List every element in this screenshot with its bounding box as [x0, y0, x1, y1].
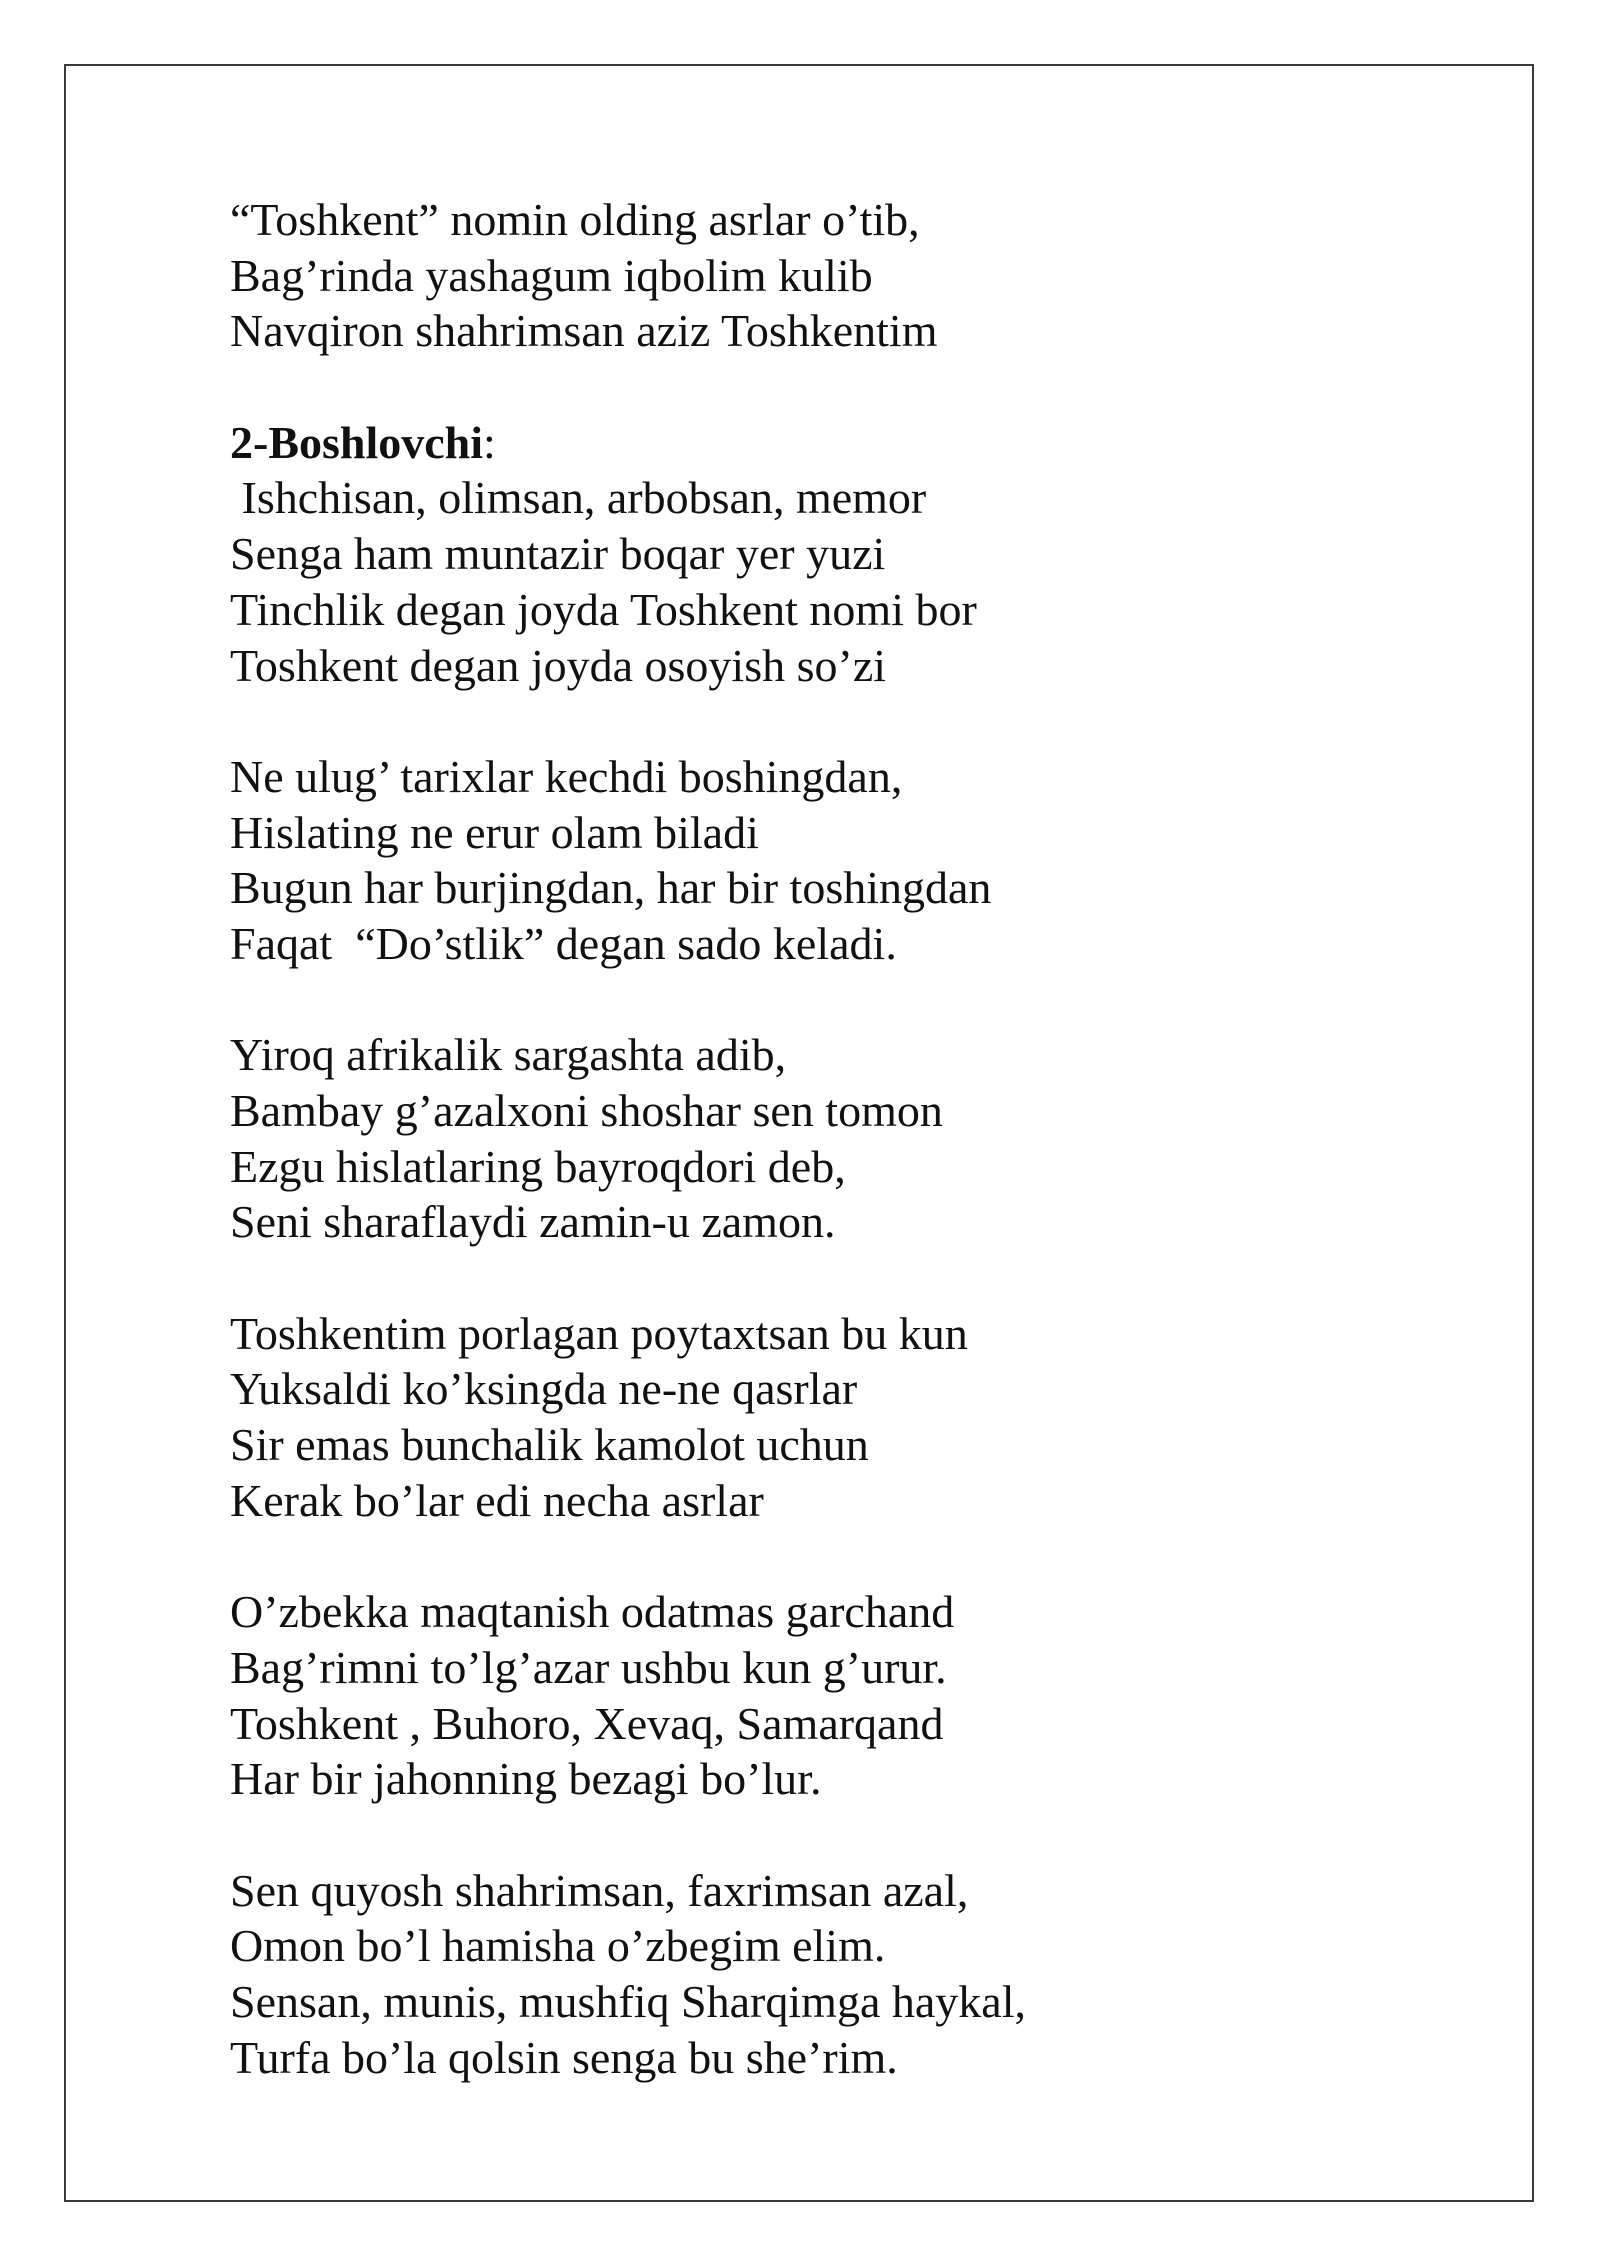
stanza-4 [230, 1027, 1430, 1250]
poem-line: Bag’rimni to’lg’azar ushbu kun g’urur. [230, 1641, 947, 1693]
stanza-7 [230, 1863, 1430, 2086]
poem-line: Bambay g’azalxoni shoshar sen tomon [230, 1085, 943, 1136]
poem-line: Kerak bo’lar edi necha asrlar [230, 1474, 764, 1526]
stanza-3 [230, 749, 1430, 972]
poem-line: Navqiron shahrimsan aziz Toshkentim [230, 305, 938, 357]
poem-line: Senga ham muntazir boqar yer yuzi [230, 528, 886, 580]
poem-line: Sensan, munis, mushfiq Sharqimga haykal, [230, 1976, 1026, 2027]
poem-body [230, 192, 1430, 2085]
speaker-heading [230, 415, 1430, 471]
poem-line: Yiroq afrikalik sargashta adib, [230, 1029, 787, 1081]
poem-line: Omon bo’l hamisha o’zbegim elim. [230, 1920, 886, 1972]
poem-line: Ishchisan, olimsan, arbobsan, memor [230, 472, 927, 524]
stanza-1 [230, 192, 1430, 359]
speaker-colon: : [483, 416, 496, 468]
stanza-2 [230, 415, 1430, 693]
poem-line: Faqat “Do’stlik” degan sado keladi. [230, 917, 897, 969]
poem-line: Ezgu hislatlaring bayroqdori deb, [230, 1140, 846, 1192]
poem-line: Toshkent , Buhoro, Xevaq, Samarqand [230, 1697, 944, 1749]
stanza-5 [230, 1306, 1430, 1529]
poem-line: Yuksaldi ko’ksingda ne-ne qasrlar [230, 1363, 858, 1415]
speaker-name: 2-Boshlovchi [230, 416, 484, 468]
stanza-6 [230, 1584, 1430, 1807]
poem-line: Toshkentim porlagan poytaxtsan bu kun [230, 1307, 968, 1359]
poem-line: “Toshkent” nomin olding asrlar o’tib, [230, 194, 920, 245]
poem-line: Seni sharaflaydi zamin-u zamon. [230, 1196, 836, 1248]
poem-line: Ne ulug’ tarixlar kechdi boshingdan, [230, 750, 903, 802]
poem-line: Bugun har burjingdan, har bir toshingdan [230, 862, 992, 914]
poem-line: Har bir jahonning bezagi bo’lur. [230, 1753, 822, 1805]
poem-line: Hislating ne erur olam biladi [230, 806, 759, 858]
poem-line: O’zbekka maqtanish odatmas garchand [230, 1586, 955, 1638]
poem-line: Bag’rinda yashagum iqbolim kulib [230, 249, 873, 301]
poem-line: Turfa bo’la qolsin senga bu she’rim. [230, 2031, 898, 2083]
poem-line: Toshkent degan joyda osoyish so’zi [230, 639, 887, 691]
poem-line: Sir emas bunchalik kamolot uchun [230, 1419, 869, 1471]
poem-line: Sen quyosh shahrimsan, faxrimsan azal, [230, 1864, 969, 1916]
poem-line: Tinchlik degan joyda Toshkent nomi bor [230, 583, 977, 635]
